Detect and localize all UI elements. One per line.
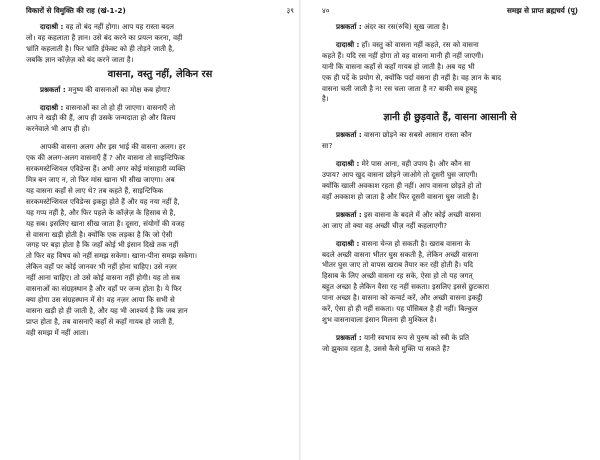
text-line: हाँ। वस्तु को वासना नहीं कहते, रस को वासना bbox=[361, 39, 479, 49]
text-line: सरकमस्टेन्शियल एविडेन्स हैं। अभी अगर कोई मांसाहारी व्यक्ति bbox=[26, 164, 186, 174]
left-running-title: विकारों से विमुक्ति की राह (खं-1-2) bbox=[26, 6, 126, 15]
text-line: यानी कि वासना कहाँ से कहाँ गायब हो जाती है। अब यह भी bbox=[322, 61, 475, 71]
text-line: वासना खड़ी हो ही जाती है, और यह भी आश्चर्य है कि जब ज्ञान bbox=[26, 305, 188, 315]
text-line: लो। वह कहलाता है ज्ञान। उसे बंद करने का प्रयत्न करना, वही bbox=[26, 32, 183, 42]
text-line: वासनाओं का संग्रहस्थान है और वहाँ पर जन्म होता है। ये फिर bbox=[26, 284, 182, 294]
right-page-header bbox=[322, 4, 578, 18]
text-line: करें, ऐसा हो ही नहीं सकता। यह पॉसिबल है ही नहीं। बिल्कुल bbox=[322, 304, 478, 314]
text-line: यह सब। इसलिए खाना सीख जाता है। दूसरा, संयोगों की वजह bbox=[26, 218, 185, 228]
left-page-number: ३९ bbox=[286, 6, 294, 15]
text-line: वासना चली जाती है न! रस चला जाता है न? बाकी सब हूबहू bbox=[322, 83, 477, 93]
speaker-label: प्रश्नकर्ता : bbox=[336, 209, 362, 219]
right-page-number: ४० bbox=[322, 6, 330, 15]
text-line: उपाय? आप खुद वासना छोड़ने जाओगे तो दूसरी घुस जाएगी। bbox=[322, 170, 478, 180]
speaker-label: दादाश्री : bbox=[40, 102, 64, 112]
speaker-label: प्रश्नकर्ता : bbox=[40, 84, 66, 94]
left-page-header bbox=[26, 4, 294, 18]
dialogue-block bbox=[322, 159, 578, 203]
text-line: मनुष्य की वासनाओं का मोक्ष कब होगा? bbox=[68, 84, 171, 94]
text-line: वह तो बंद नहीं होगा। आप यह रास्ता बदल bbox=[65, 22, 174, 31]
text-line: वासना छोड़ने का सबसे आसान रास्ता कौन bbox=[363, 130, 472, 140]
text-line: आपकी वासना अलग और इस भाई की वासना अलग। हर bbox=[40, 142, 186, 152]
text-line: भीतर घुस जाए तो वापस खराब तैयार कर रही होती है। यदि bbox=[322, 260, 474, 270]
paragraph bbox=[26, 142, 294, 338]
dialogue-block bbox=[322, 239, 578, 326]
right-running-title: समझ से प्राप्त ब्रह्मचर्य (पू) bbox=[507, 6, 578, 15]
text-line: क्या होगा उस संग्रहस्थान में से! वह नज़र आया कि सभी से bbox=[26, 294, 175, 304]
text-line: कहते हैं। यदि रस नहीं होगा तो वह वासना मानी ही नहीं जाएगी। bbox=[322, 50, 484, 60]
speaker-label: प्रश्नकर्ता : bbox=[336, 22, 362, 31]
text-line: यानी स्वभाव रूप से पुरुष को स्त्री के प्रति bbox=[363, 332, 470, 342]
question-block bbox=[322, 210, 578, 232]
speaker-label: प्रश्नकर्ता : bbox=[336, 332, 362, 342]
speaker-label: दादाश्री : bbox=[336, 39, 360, 49]
text-line: यह वासना कहाँ से लाए थे? तब कहते हैं, साइन्टिफिक bbox=[26, 185, 164, 195]
text-line: है। bbox=[322, 94, 329, 104]
text-line: यह गप्प नहीं है, और फिर पहले के कॉज़ेज़ के हिसाब से है, bbox=[26, 207, 176, 217]
text-line: सरकमस्टेन्शियल एविडेन्स इकट्ठा होते हैं और यह नया नहीं है, bbox=[26, 196, 180, 206]
right-page bbox=[300, 0, 600, 460]
text-line: इस वासना के बदले में और कोई अच्छी वासना bbox=[363, 209, 482, 219]
question-block bbox=[322, 333, 578, 355]
dialogue-block bbox=[26, 103, 294, 136]
text-line: नहीं आना चाहिए। तो उसे कोई वासना नहीं होगी। यह तो सब bbox=[26, 273, 180, 283]
text-line: करनेवाले भी आप ही हो। bbox=[26, 124, 90, 134]
section-heading: वासना, वस्तु नहीं, लेकिन रस bbox=[107, 68, 213, 80]
text-line: अंदर का रस(रुचि) सूख जाता है। bbox=[363, 22, 449, 31]
speaker-label: प्रश्नकर्ता : bbox=[336, 130, 362, 140]
text-line: मेरे पास आना, वही उपाय है। और कौन सा bbox=[361, 159, 471, 169]
text-line: शुभ वासनावाला इंसान मिलना ही मुश्किल है। bbox=[322, 314, 437, 324]
text-line: एक की अलग-अलग वासनाएँ हैं ? और वासना तो साइन्टिफिक bbox=[26, 153, 185, 163]
speaker-label: दादाश्री : bbox=[336, 159, 360, 169]
text-line: जबकि ज्ञान कॉज़ेज़ को बंद करने जाता है। bbox=[26, 54, 134, 64]
text-line: वासना चेन्ज हो सकती है। खराब वासना के bbox=[361, 238, 471, 248]
question-block bbox=[322, 22, 578, 33]
text-line: सा? bbox=[322, 141, 333, 151]
text-line: प्राप्त होता है, तब वासनाएँ कहाँ से कहाँ गायब हो जाती हैं, bbox=[26, 316, 175, 326]
text-line: वहाँ अवकाश हो जाता है और फिर दूसरी वासना घुस जाती है। bbox=[322, 191, 479, 201]
text-line: जगह पर बड़ा होता है कि जहाँ कोई भी इंसान दिखे तक नहीं bbox=[26, 240, 179, 250]
text-line: हिसाब के लिए अच्छी वासना रह सके, ऐसा हो तो यह जगत् bbox=[322, 271, 473, 281]
text-line: आप ने खड़ी की हैं, आप ही उसके जन्मदाता हो और विलय bbox=[26, 113, 176, 123]
text-line: आ जाए तो क्या वह अच्छी चीज़ नहीं कहलाएगी? bbox=[322, 220, 448, 230]
text-line: जो झुकाव रहता है, उससे कैसे मुक्ति पा सकते हैं? bbox=[322, 343, 450, 353]
dialogue-block bbox=[322, 40, 578, 105]
text-line: एक ही पर्दे के प्रयोग से, क्योंकि पर्दा वसना ही नहीं है। वह ज्ञान के बाद bbox=[322, 72, 501, 82]
dialogue-block bbox=[26, 22, 294, 66]
text-line: वासनाओं का तो हो ही जाएगा। वासनाएँ तो bbox=[65, 102, 176, 112]
speaker-label: दादाश्री : bbox=[40, 22, 64, 31]
text-line: बदले अच्छी वासना भीतर घुस सकती है, लेकिन अच्छी वासना bbox=[322, 249, 479, 259]
text-line: बहुत अच्छा है लेकिन वैसा रह नहीं सकता। इसलिए इससे छुटकारा bbox=[322, 282, 490, 292]
text-line: पाना अच्छा है। वासना को कन्वर्ट करें, और अच्छी वासना इकट्ठी bbox=[322, 293, 483, 303]
section-heading: ज्ञानी ही छुड़वाते हैं, वासना आसानी से bbox=[383, 112, 517, 124]
text-line: से वासना खड़ी होती है। क्योंकि एक लड़का है कि जो ऐसी bbox=[26, 229, 173, 239]
text-line: तो फिर वह विषय को नहीं समझ सकेगा। खाना-पीना समझ सकेगा। bbox=[26, 251, 198, 261]
question-block bbox=[322, 130, 578, 152]
text-line: मित्र बन जाए न, तो फिर मांस खाना भी सीख जाएगा। अब bbox=[26, 174, 175, 184]
question-block bbox=[26, 85, 294, 96]
text-line: लेकिन वहाँ पर कोई जानवर भी नहीं होना चाहिए। उसे नज़र bbox=[26, 262, 177, 272]
text-line: भ्रांति कहलाती है। फिर भ्रांति ईफेक्ट को ही तोड़ने जाती है, bbox=[26, 43, 175, 53]
speaker-label: दादाश्री : bbox=[336, 238, 360, 248]
text-line: वही समझ में नहीं आता। bbox=[26, 327, 89, 337]
text-line: क्योंकि खाली अवकाश रहता ही नहीं। आप वासना छोड़ते हो तो bbox=[322, 180, 482, 190]
